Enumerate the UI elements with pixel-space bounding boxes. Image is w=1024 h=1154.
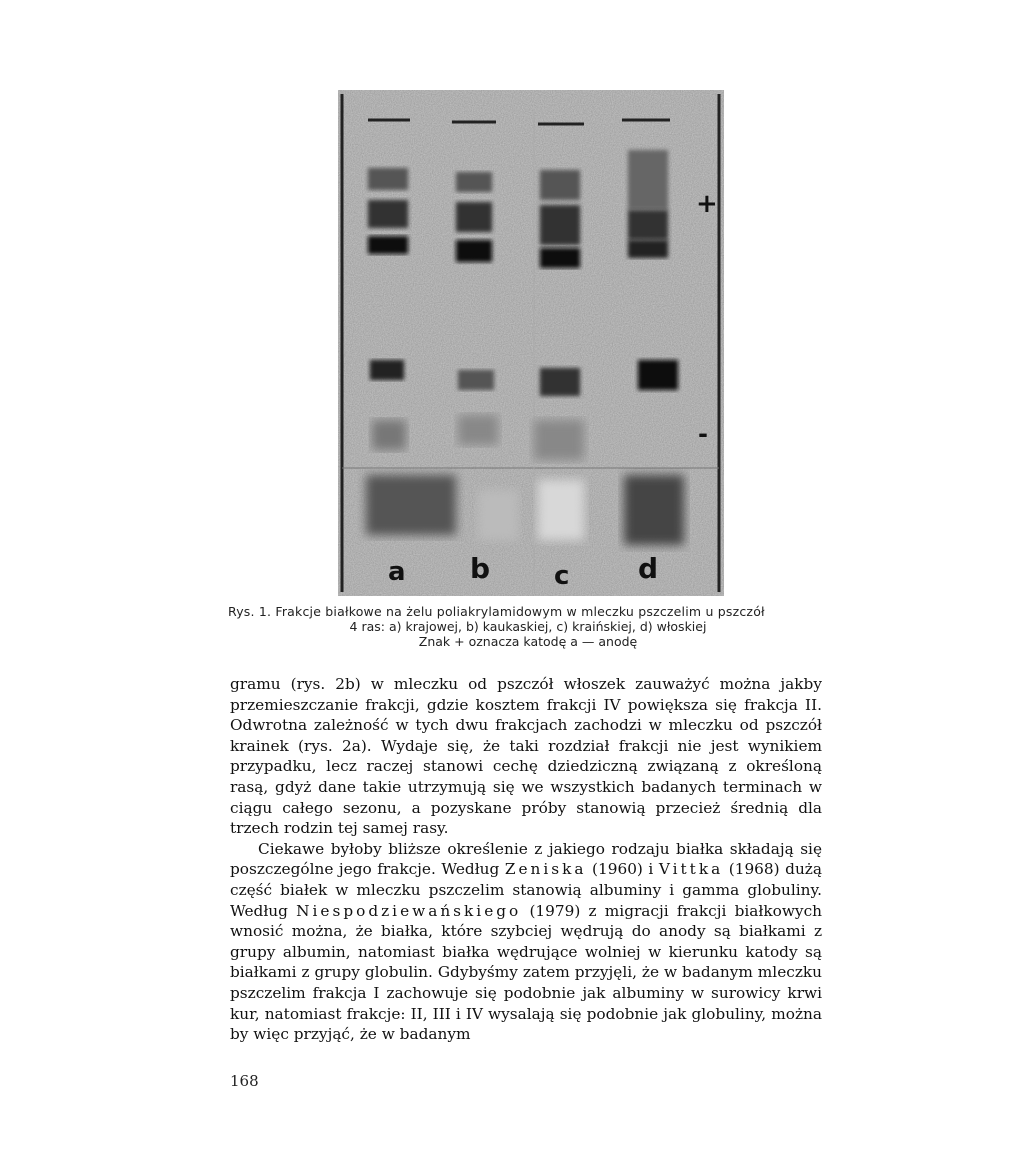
caption-line-1: Rys. 1. Frakcje białkowe na żelu poliakrylamidowym w mleczku pszczelim u pszczół [228, 604, 765, 619]
figure-caption [228, 604, 828, 649]
paragraph-2-part-4: (1979) z migracji frakcji białkowych wnosić można, że białka, które szybciej wędrują do anody są białkami z grupy albumin, natomiast białka wędrujące wolniej w kierunku katody są białkami z grupy globulin. Gdybyśmy zatem przyjęli, że w badanym mleczku pszczelim frakcja I zachowuje się podobnie jak albuminy w surowicy krwi kur, natomiast frakcje: II, III i IV wysalają się podobnie jak globuliny, można by więc przyjąć, że w badanym [230, 901, 822, 1044]
lane-label-b: b [470, 552, 491, 585]
body-text [230, 674, 822, 1045]
lane-label-a: a [388, 557, 406, 587]
lane-label-c: c [554, 561, 570, 591]
paragraph-2-part-1: Ciekawe byłoby bliższe określenie z jakiego rodzaju białka składają się poszczególne jego frakcje. Według [230, 839, 822, 879]
paragraph-1: gramu (rys. 2b) w mleczku od pszczół włoszek zauważyć można jakby przemieszczanie frakcji, gdzie kosztem frakcji IV powiększa się frakcja II. Odwrotna zależność w tych dwu frakcjach zachodzi w mleczku od pszczół krainek (rys. 2a). Wydaje się, że taki rozdział frakcji nie jest wynikiem przypadku, lecz raczej stanowi cechę dziedziczną związaną z określoną rasą, gdyż dane takie utrzymują się we wszystkich badanych terminach w ciągu całego sezonu, a pozyskane próby stanowią przecież średnią dla trzech rodzin tej samej rasy. [230, 675, 822, 838]
plus-charge-marker: + [696, 189, 718, 219]
gel-electrophoresis-photo [338, 90, 724, 596]
author-niespodziewanskiego: Niespodziewańskiego [296, 901, 522, 920]
author-zeniska: Zeniska [504, 860, 587, 879]
gel-image [338, 90, 724, 596]
page-number: 168 [230, 1072, 259, 1090]
caption-line-2: 4 ras: a) krajowej, b) kaukaskiej, c) kraińskiej, d) włoskiej [349, 619, 707, 634]
paragraph-2-part-3: (1968) dużą część białek w mleczku pszczelim stanowią albuminy i gamma globuliny. Według [230, 860, 822, 920]
minus-charge-marker: - [698, 420, 708, 448]
lane-label-d: d [638, 552, 659, 585]
caption-line-3: Znak + oznacza katodę a — anodę [418, 634, 638, 649]
paragraph-2 [230, 839, 822, 1045]
paragraph-2-part-2: (1960) i [586, 860, 659, 879]
author-vittka: Vittka [658, 860, 724, 879]
